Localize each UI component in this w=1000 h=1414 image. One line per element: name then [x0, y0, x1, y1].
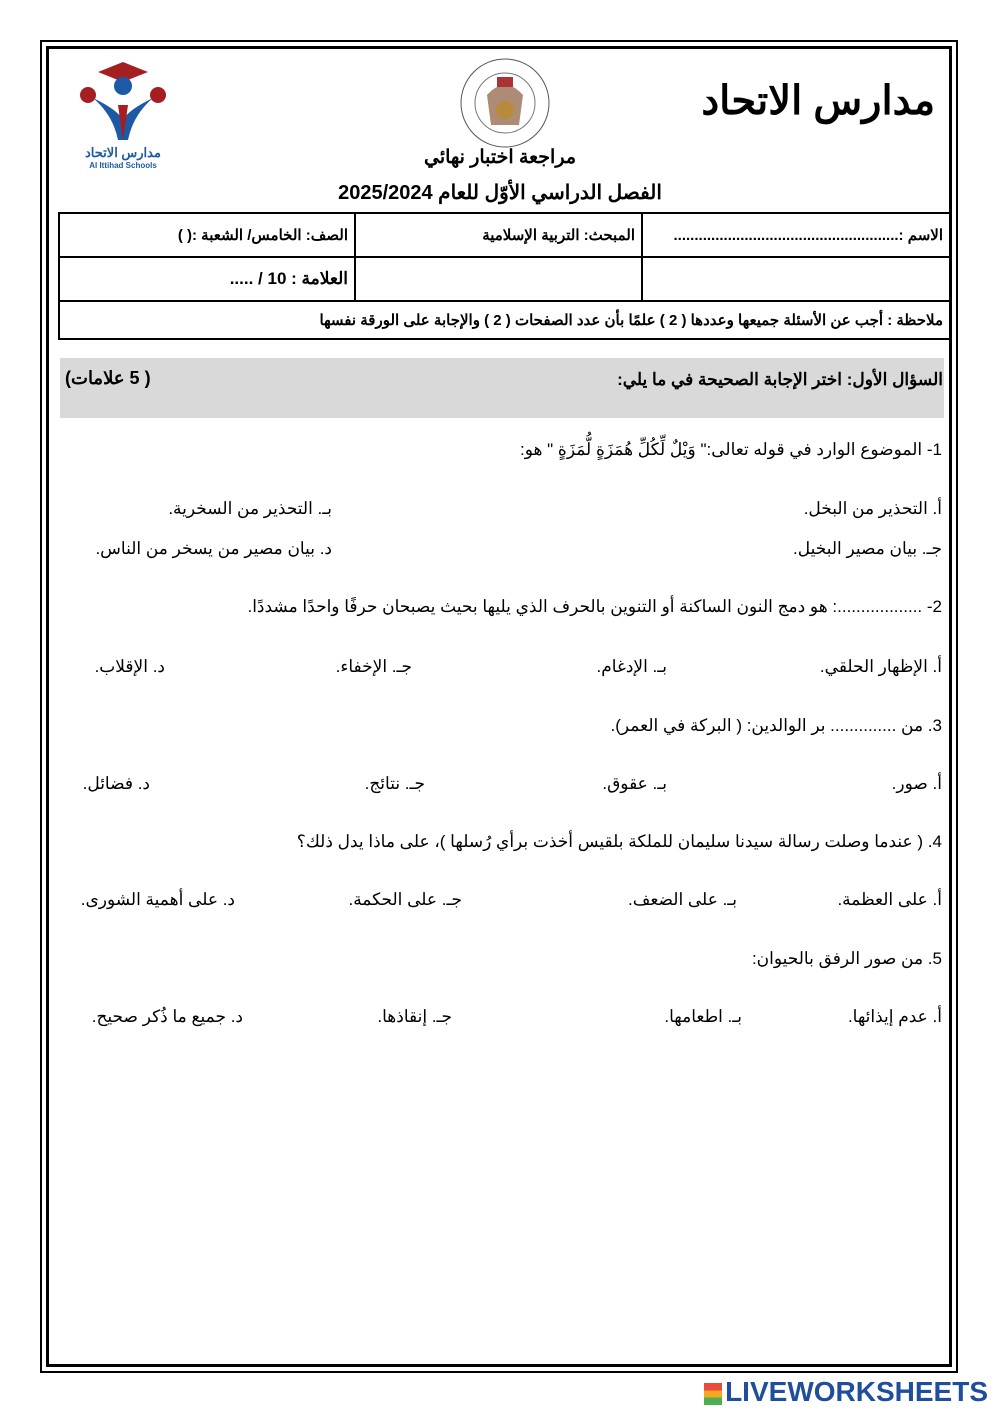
- logo-text-en: Al Ittihad Schools: [89, 161, 157, 170]
- question-1: 1- الموضوع الوارد في قوله تعالى:" وَيْلٌ لِّكُلِّ هُمَزَةٍ لُّمَزَةٍ " هو:: [519, 440, 942, 459]
- empty-cell: [641, 258, 949, 300]
- liveworksheets-watermark: [704, 1376, 988, 1408]
- student-info-table: [58, 212, 951, 340]
- option-a[interactable]: أ. عدم إيذائها.: [847, 1007, 942, 1026]
- option-b[interactable]: بـ. على الضعف.: [628, 890, 737, 909]
- watermark-text: LIVEWORKSHEETS: [725, 1376, 988, 1407]
- subject-cell: المبحث: التربية الإسلامية: [354, 214, 641, 256]
- option-d[interactable]: د. جميع ما ذُكر صحيح.: [91, 1007, 243, 1026]
- name-field[interactable]: الاسم :......................................................: [641, 214, 949, 256]
- option-a[interactable]: أ. الإظهار الحلقي.: [819, 657, 942, 676]
- liveworksheets-logo-icon: [704, 1383, 722, 1405]
- note-cell: ملاحظة : أجب عن الأسئلة جميعها وعددها ( 2 ) علمًا بأن عدد الصفحات ( 2 ) والإجابة على الورقة نفسها: [319, 312, 943, 329]
- empty-cell: [354, 258, 641, 300]
- exam-subtitle: الفصل الدراسي الأوّل للعام 2025/2024: [338, 182, 662, 204]
- section-title: السؤال الأول: اختر الإجابة الصحيحة في ما يلي:: [617, 370, 943, 389]
- option-c[interactable]: جـ. على الحكمة.: [348, 890, 462, 909]
- option-a[interactable]: أ. التحذير من البخل.: [803, 499, 942, 518]
- question-2: 2- ..................: هو دمج النون الساكنة أو التنوين بالحرف الذي يليها بحيث يصبحان حرفًا واحدًا مشددًا.: [247, 597, 942, 616]
- option-c[interactable]: جـ. إنقاذها.: [377, 1007, 452, 1026]
- option-b[interactable]: بـ. التحذير من السخرية.: [168, 499, 332, 518]
- option-b[interactable]: بـ. اطعامها.: [664, 1007, 742, 1026]
- option-a[interactable]: أ. صور.: [891, 774, 942, 793]
- mark-cell: العلامة : 10 / .....: [229, 269, 348, 288]
- option-d[interactable]: د. فضائل.: [82, 774, 150, 793]
- question-3: 3. من .............. بر الوالدين: ( البركة في العمر).: [610, 716, 942, 735]
- logo-text-ar: مدارس الاتحاد: [85, 145, 161, 160]
- option-d[interactable]: د. بيان مصير من يسخر من الناس.: [95, 539, 332, 558]
- question-5: 5. من صور الرفق بالحيوان:: [751, 949, 942, 968]
- option-d[interactable]: د. الإقلاب.: [94, 657, 165, 676]
- option-a[interactable]: أ. على العظمة.: [837, 890, 942, 909]
- emblem-logo: [457, 55, 553, 151]
- option-c[interactable]: جـ. الإخفاء.: [335, 657, 412, 676]
- option-c[interactable]: جـ. بيان مصير البخيل.: [793, 539, 942, 558]
- option-b[interactable]: بـ. الإدغام.: [596, 657, 667, 676]
- school-name: مدارس الاتحاد: [701, 79, 935, 123]
- option-b[interactable]: بـ. عقوق.: [602, 774, 667, 793]
- grade-cell: الصف: الخامس/ الشعبة :( ): [177, 227, 348, 244]
- section-marks: ( 5 علامات): [65, 368, 151, 388]
- question-4: 4. ( عندما وصلت رسالة سيدنا سليمان للملكة بلقيس أخذت برأي رُسلها )، على ماذا يدل ذلك؟: [296, 832, 942, 851]
- option-d[interactable]: د. على أهمية الشورى.: [80, 890, 235, 909]
- option-c[interactable]: جـ. نتائج.: [364, 774, 425, 793]
- exam-title: مراجعة اختبار نهائي: [423, 147, 576, 168]
